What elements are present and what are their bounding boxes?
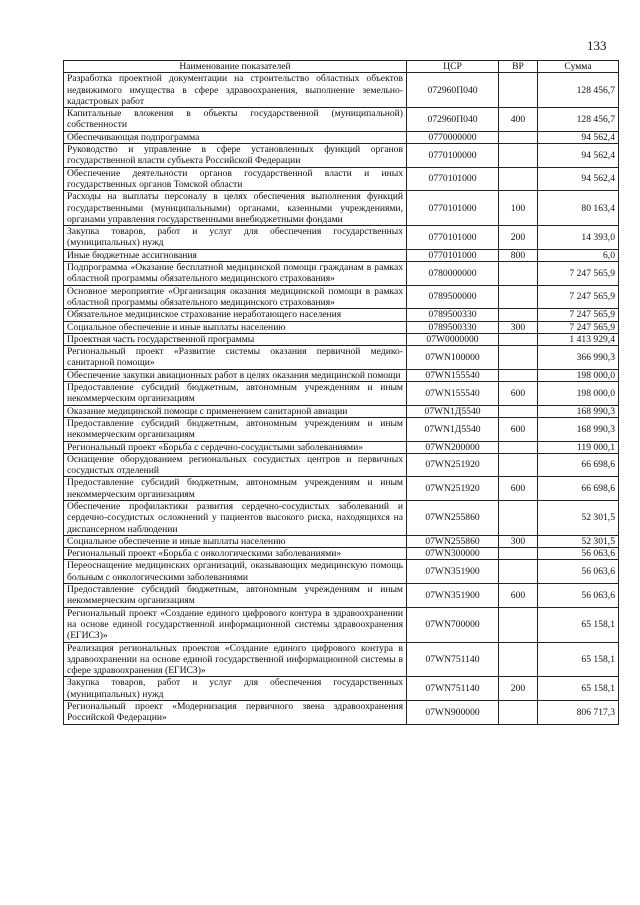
table-row <box>64 249 619 261</box>
table-row <box>64 382 619 406</box>
row-vr: 600 <box>499 417 538 441</box>
row-sum: 56 063,6 <box>538 584 619 608</box>
row-name: Обеспечение закупки авиационных работ в целях оказания медицинской помощи <box>64 369 407 381</box>
row-vr <box>499 167 538 191</box>
row-vr <box>499 405 538 417</box>
table-row <box>64 309 619 321</box>
row-vr <box>499 500 538 535</box>
row-sum: 80 163,4 <box>538 191 619 226</box>
row-name: Региональный проект «Борьба с онкологическими заболеваниями» <box>64 548 407 560</box>
table-row <box>64 321 619 333</box>
row-code: 07WN251920 <box>407 477 499 501</box>
row-vr: 600 <box>499 382 538 406</box>
row-sum: 94 562,4 <box>538 167 619 191</box>
row-name: Проектная часть государственной программы <box>64 333 407 345</box>
row-code: 07WN351900 <box>407 560 499 584</box>
row-vr <box>499 560 538 584</box>
row-code: 07W0000000 <box>407 333 499 345</box>
table-row <box>64 108 619 132</box>
row-sum: 94 562,4 <box>538 131 619 143</box>
row-name: Предоставление субсидий бюджетным, автономным учреждениям и иным некоммерческим организациям <box>64 382 407 406</box>
row-sum: 94 562,4 <box>538 144 619 168</box>
row-vr <box>499 144 538 168</box>
row-sum: 56 063,6 <box>538 548 619 560</box>
budget-table <box>63 60 619 725</box>
row-code: 07WN300000 <box>407 548 499 560</box>
row-sum: 65 158,1 <box>538 677 619 701</box>
row-sum: 65 158,1 <box>538 642 619 677</box>
row-sum: 128 456,7 <box>538 73 619 108</box>
row-name: Обеспечивающая подпрограмма <box>64 131 407 143</box>
row-name: Переоснащение медицинских организаций, оказывающих медицинскую помощь больным с онкологическими заболеваниями <box>64 560 407 584</box>
row-code: 0770101000 <box>407 191 499 226</box>
table-row <box>64 131 619 143</box>
row-code: 07WN155540 <box>407 382 499 406</box>
row-vr <box>499 346 538 370</box>
row-name: Социальное обеспечение и иные выплаты населению <box>64 535 407 547</box>
table-row <box>64 560 619 584</box>
row-vr: 200 <box>499 226 538 250</box>
row-code: 0789500330 <box>407 321 499 333</box>
row-vr: 800 <box>499 249 538 261</box>
row-sum: 198 000,0 <box>538 382 619 406</box>
row-name: Оказание медицинской помощи с применением санитарной авиации <box>64 405 407 417</box>
table-header-row <box>64 61 619 73</box>
row-name: Предоставление субсидий бюджетным, автономным учреждениям и иным некоммерческим организациям <box>64 584 407 608</box>
row-vr: 300 <box>499 321 538 333</box>
table-row <box>64 405 619 417</box>
row-code: 07WN1Д5540 <box>407 405 499 417</box>
table-body <box>64 73 619 724</box>
row-vr <box>499 453 538 477</box>
row-code: 0780000000 <box>407 262 499 286</box>
table-row <box>64 584 619 608</box>
row-code: 07WN751140 <box>407 642 499 677</box>
row-name: Основное мероприятие «Организация оказания медицинской помощи в рамках областной программы обязательного медицинского страхования» <box>64 285 407 309</box>
row-code: 07WN100000 <box>407 346 499 370</box>
table-row <box>64 477 619 501</box>
row-code: 07WN255860 <box>407 500 499 535</box>
row-name: Оснащение оборудованием региональных сосудистых центров и первичных сосудистых отделений <box>64 453 407 477</box>
row-sum: 7 247 565,9 <box>538 285 619 309</box>
row-code: 072960П040 <box>407 108 499 132</box>
table-row <box>64 441 619 453</box>
table-row <box>64 417 619 441</box>
row-vr <box>499 309 538 321</box>
table-row <box>64 191 619 226</box>
row-name: Обязательное медицинское страхование неработающего населения <box>64 309 407 321</box>
row-code: 07WN200000 <box>407 441 499 453</box>
row-vr <box>499 607 538 642</box>
table-row <box>64 548 619 560</box>
row-name: Реализация региональных проектов «Создание единого цифрового контура в здравоохранении на основе единой государственной информационной системы в сфере здравоохранения (ЕГИСЗ)» <box>64 642 407 677</box>
table-row <box>64 369 619 381</box>
row-code: 07WN255860 <box>407 535 499 547</box>
row-sum: 7 247 565,9 <box>538 309 619 321</box>
row-name: Предоставление субсидий бюджетным, автономным учреждениям и иным некоммерческим организациям <box>64 417 407 441</box>
row-sum: 66 698,6 <box>538 453 619 477</box>
row-vr <box>499 369 538 381</box>
header-code: ЦСР <box>407 61 499 73</box>
header-sum: Сумма <box>538 61 619 73</box>
table-row <box>64 701 619 725</box>
row-vr: 300 <box>499 535 538 547</box>
row-code: 07WN1Д5540 <box>407 417 499 441</box>
table-row <box>64 73 619 108</box>
row-name: Обеспечение профилактики развития сердечно-сосудистых заболеваний и сердечно-сосудистых осложнений у пациентов высокого риска, находящихся на диспансерном наблюдении <box>64 500 407 535</box>
row-vr <box>499 131 538 143</box>
row-vr <box>499 262 538 286</box>
row-vr <box>499 642 538 677</box>
row-name: Предоставление субсидий бюджетным, автономным учреждениям и иным некоммерческим организациям <box>64 477 407 501</box>
row-vr <box>499 333 538 345</box>
row-code: 07WN751140 <box>407 677 499 701</box>
row-name: Руководство и управление в сфере установленных функций органов государственной власти субъекта Российской Федерации <box>64 144 407 168</box>
table-row <box>64 500 619 535</box>
row-vr <box>499 441 538 453</box>
header-vr: ВР <box>499 61 538 73</box>
row-name: Капитальные вложения в объекты государственной (муниципальной) собственности <box>64 108 407 132</box>
row-code: 0770000000 <box>407 131 499 143</box>
header-name: Наименование показателей <box>64 61 407 73</box>
row-sum: 198 000,0 <box>538 369 619 381</box>
row-sum: 7 247 565,9 <box>538 321 619 333</box>
table-row <box>64 677 619 701</box>
table-row <box>64 453 619 477</box>
table-row <box>64 535 619 547</box>
row-sum: 128 456,7 <box>538 108 619 132</box>
table-row <box>64 346 619 370</box>
row-code: 0789500000 <box>407 285 499 309</box>
row-sum: 168 990,3 <box>538 417 619 441</box>
row-vr: 200 <box>499 677 538 701</box>
row-code: 07WN155540 <box>407 369 499 381</box>
row-code: 0770101000 <box>407 167 499 191</box>
row-name: Социальное обеспечение и иные выплаты населению <box>64 321 407 333</box>
row-vr: 600 <box>499 477 538 501</box>
row-sum: 806 717,3 <box>538 701 619 725</box>
row-vr: 600 <box>499 584 538 608</box>
table-row <box>64 333 619 345</box>
row-code: 072960П040 <box>407 73 499 108</box>
row-code: 0770101000 <box>407 226 499 250</box>
row-sum: 56 063,6 <box>538 560 619 584</box>
row-vr <box>499 73 538 108</box>
row-sum: 7 247 565,9 <box>538 262 619 286</box>
row-name: Расходы на выплаты персоналу в целях обеспечения выполнения функций государственными (муниципальными) органами, казенными учреждениями, органами управления государственными внебюджетными фондами <box>64 191 407 226</box>
row-code: 0770100000 <box>407 144 499 168</box>
row-code: 0770101000 <box>407 249 499 261</box>
row-code: 07WN700000 <box>407 607 499 642</box>
row-sum: 14 393,0 <box>538 226 619 250</box>
table-row <box>64 285 619 309</box>
row-name: Разработка проектной документации на строительство областных объектов недвижимого имущества в сфере здравоохранения, выполнение земельно-кадастровых работ <box>64 73 407 108</box>
row-code: 07WN251920 <box>407 453 499 477</box>
row-name: Обеспечение деятельности органов государственной власти и иных государственных органов Томской области <box>64 167 407 191</box>
row-vr <box>499 285 538 309</box>
row-sum: 168 990,3 <box>538 405 619 417</box>
row-sum: 366 990,3 <box>538 346 619 370</box>
row-code: 07WN351900 <box>407 584 499 608</box>
row-name: Региональный проект «Модернизация первичного звена здравоохранения Российской Федерации» <box>64 701 407 725</box>
row-name: Подпрограмма «Оказание бесплатной медицинской помощи гражданам в рамках областной программы обязательного медицинского страхования» <box>64 262 407 286</box>
page-number: 133 <box>587 38 607 53</box>
table-row <box>64 642 619 677</box>
row-name: Региональный проект «Создание единого цифрового контура в здравоохранении на основе единой государственной информационной системы здравоохранения (ЕГИСЗ)» <box>64 607 407 642</box>
row-name: Иные бюджетные ассигнования <box>64 249 407 261</box>
table-row <box>64 144 619 168</box>
row-name: Региональный проект «Развитие системы оказания первичной медико-санитарной помощи» <box>64 346 407 370</box>
row-vr <box>499 548 538 560</box>
row-sum: 52 301,5 <box>538 500 619 535</box>
row-code: 07WN900000 <box>407 701 499 725</box>
row-sum: 52 301,5 <box>538 535 619 547</box>
row-vr <box>499 701 538 725</box>
table-row <box>64 607 619 642</box>
row-vr: 400 <box>499 108 538 132</box>
table-row <box>64 262 619 286</box>
row-sum: 66 698,6 <box>538 477 619 501</box>
row-name: Региональный проект «Борьба с сердечно-сосудистыми заболеваниями» <box>64 441 407 453</box>
row-vr: 100 <box>499 191 538 226</box>
row-sum: 119 000,1 <box>538 441 619 453</box>
row-sum: 65 158,1 <box>538 607 619 642</box>
row-sum: 1 413 929,4 <box>538 333 619 345</box>
row-code: 0789500330 <box>407 309 499 321</box>
row-sum: 6,0 <box>538 249 619 261</box>
row-name: Закупка товаров, работ и услуг для обеспечения государственных (муниципальных) нужд <box>64 677 407 701</box>
table-row <box>64 226 619 250</box>
row-name: Закупка товаров, работ и услуг для обеспечения государственных (муниципальных) нужд <box>64 226 407 250</box>
table-row <box>64 167 619 191</box>
